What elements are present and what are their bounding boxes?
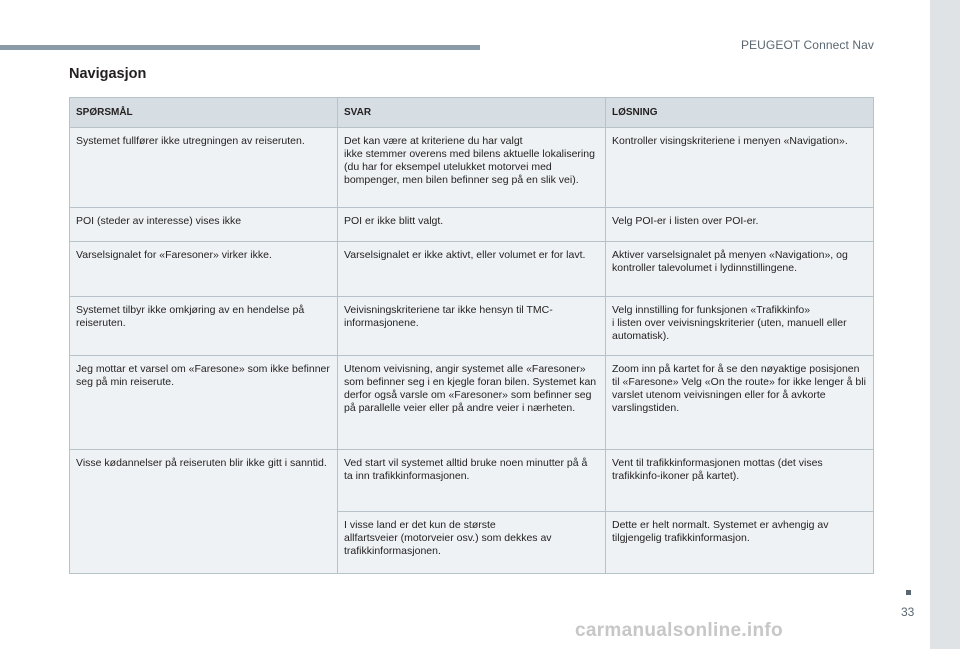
table-row: [70, 450, 874, 512]
answer-cell: Det kan være at kriteriene du har valgt ikke stemmer overens med bilens aktuelle lokalisering (du har for eksempel utelukket motorvei med bompenger, men bilen befinner seg på en slik vei).: [338, 128, 606, 208]
solution-cell: Zoom inn på kartet for å se den nøyaktige posisjonen til «Faresone» Velg «On the route» for ikke lenger å bli varslet utenom veivisningen eller for å avkorte varslingstiden.: [606, 356, 874, 450]
solution-cell: Dette er helt normalt. Systemet er avhengig av tilgjengelig trafikkinformasjon.: [606, 512, 874, 574]
answer-cell: Ved start vil systemet alltid bruke noen minutter på å ta inn trafikkinformasjonen.: [338, 450, 606, 512]
answer-cell: I visse land er det kun de største allfartsveier (motorveier osv.) som dekkes av trafikkinformasjonen.: [338, 512, 606, 574]
header-rule: [0, 45, 480, 50]
column-header-answer: SVAR: [338, 98, 606, 128]
side-margin-strip: [930, 0, 960, 649]
page-marker: [906, 590, 911, 595]
column-header-solution: LØSNING: [606, 98, 874, 128]
table-row: [70, 128, 874, 208]
solution-cell: Vent til trafikkinformasjonen mottas (det vises trafikkinfo-ikoner på kartet).: [606, 450, 874, 512]
brand-label: PEUGEOT Connect Nav: [740, 38, 874, 52]
troubleshooting-table: [69, 97, 874, 574]
question-cell: Visse kødannelser på reiseruten blir ikke gitt i sanntid.: [70, 450, 338, 574]
page-title: Navigasjon: [69, 66, 147, 82]
table-row: [70, 356, 874, 450]
answer-cell: Varselsignalet er ikke aktivt, eller volumet er for lavt.: [338, 242, 606, 297]
question-cell: Systemet fullfører ikke utregningen av reiseruten.: [70, 128, 338, 208]
page-number: 33: [901, 605, 915, 619]
question-cell: Systemet tilbyr ikke omkjøring av en hendelse på reiseruten.: [70, 297, 338, 356]
question-cell: Jeg mottar et varsel om «Faresone» som ikke befinner seg på min reiserute.: [70, 356, 338, 450]
solution-cell: Velg innstilling for funksjonen «Trafikkinfo» i listen over veivisningskriterier (uten, manuell eller automatisk).: [606, 297, 874, 356]
question-cell: POI (steder av interesse) vises ikke: [70, 208, 338, 242]
answer-cell: Veivisningskriteriene tar ikke hensyn til TMC-informasjonene.: [338, 297, 606, 356]
table-row: [70, 242, 874, 297]
column-header-question: SPØRSMÅL: [70, 98, 338, 128]
question-cell: Varselsignalet for «Faresoner» virker ikke.: [70, 242, 338, 297]
solution-cell: Velg POI-er i listen over POI-er.: [606, 208, 874, 242]
watermark: carmanualsonline.info: [575, 620, 783, 641]
table-row: [70, 297, 874, 356]
answer-cell: POI er ikke blitt valgt.: [338, 208, 606, 242]
answer-cell: Utenom veivisning, angir systemet alle «Faresoner» som befinner seg i en kjegle foran bilen. Systemet kan derfor også varsle om «Faresoner» som befinner seg på parallelle veier eller på andre veier i nærheten.: [338, 356, 606, 450]
solution-cell: Aktiver varselsignalet på menyen «Navigation», og kontroller talevolumet i lydinnstillingene.: [606, 242, 874, 297]
solution-cell: Kontroller visingskriteriene i menyen «Navigation».: [606, 128, 874, 208]
table-row: [70, 208, 874, 242]
table-header-row: [70, 98, 874, 128]
